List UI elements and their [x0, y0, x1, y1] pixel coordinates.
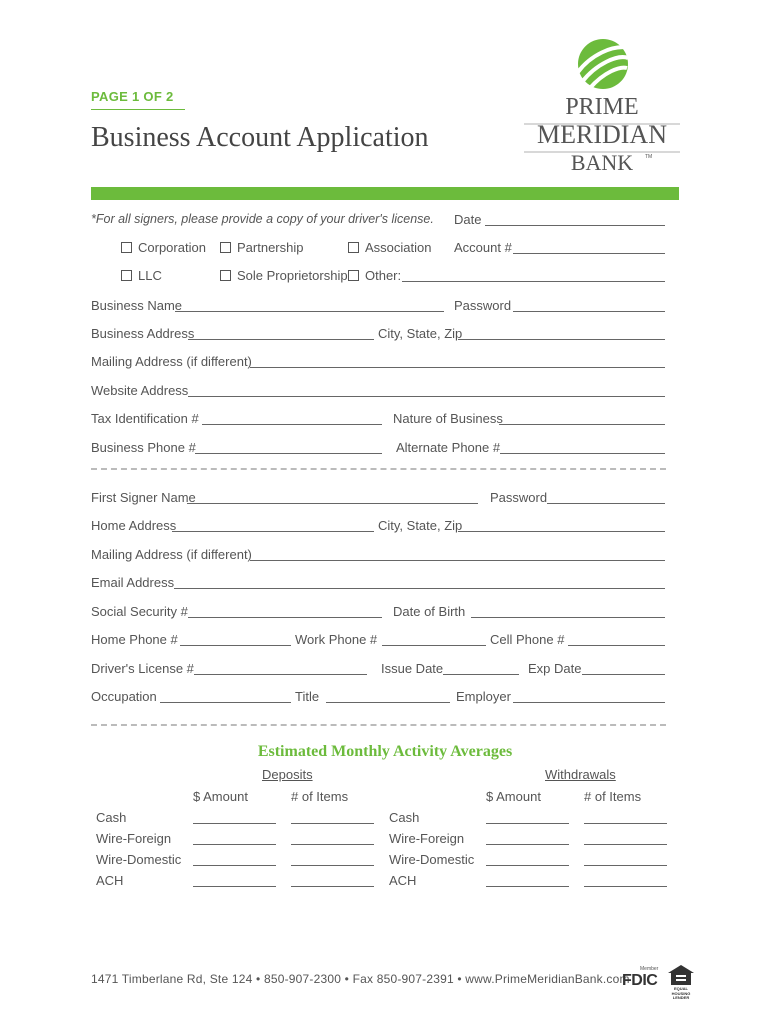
page-label-underline	[91, 109, 185, 110]
svg-text:MERIDIAN: MERIDIAN	[537, 120, 667, 149]
business-phone-label: Business Phone #	[91, 440, 196, 455]
equal-housing-text: EQUAL HOUSING LENDER	[671, 986, 691, 1000]
svg-text:PRIME: PRIME	[565, 94, 639, 120]
page-title: Business Account Application	[91, 122, 429, 153]
sole-proprietorship-checkbox[interactable]	[220, 270, 231, 281]
deposits-heading: Deposits	[262, 767, 313, 782]
website-label: Website Address	[91, 383, 189, 398]
alt-phone-field[interactable]	[500, 453, 665, 454]
nature-label: Nature of Business	[393, 411, 503, 426]
tax-id-label: Tax Identification #	[91, 411, 199, 426]
website-field[interactable]	[188, 396, 665, 397]
bank-logo	[520, 36, 685, 176]
cell-phone-field[interactable]	[568, 645, 665, 646]
deposit-row-label: ACH	[96, 873, 124, 888]
svg-text:TM: TM	[645, 154, 653, 160]
deposit-amount-header: $ Amount	[193, 789, 248, 804]
license-label: Driver's License #	[91, 661, 194, 676]
date-field[interactable]	[485, 225, 665, 226]
other-label: Other:	[365, 268, 402, 283]
page-label: PAGE 1 OF 2	[91, 89, 174, 104]
nature-field[interactable]	[499, 424, 665, 425]
corporation-checkbox[interactable]	[121, 242, 132, 253]
other-checkbox[interactable]	[348, 270, 359, 281]
llc-checkbox[interactable]	[121, 270, 132, 281]
home-phone-label: Home Phone #	[91, 632, 178, 647]
exp-date-field[interactable]	[582, 674, 665, 675]
deposit-row-label: Wire-Domestic	[96, 852, 182, 867]
alt-phone-label: Alternate Phone #	[396, 440, 501, 455]
llc-label: LLC	[138, 268, 162, 283]
fdic-member-text: Member	[640, 966, 659, 972]
signer-mailing-field[interactable]	[250, 560, 665, 561]
business-city-field[interactable]	[458, 339, 665, 340]
tax-id-field[interactable]	[202, 424, 382, 425]
drivers-license-note: *For all signers, please provide a copy of your driver's license.	[91, 212, 434, 226]
business-name-field[interactable]	[175, 311, 444, 312]
partnership-label: Partnership	[237, 240, 304, 255]
dob-field[interactable]	[471, 617, 665, 618]
association-label: Association	[365, 240, 432, 255]
cell-phone-label: Cell Phone #	[490, 632, 565, 647]
section-divider	[91, 468, 666, 470]
business-password-field[interactable]	[513, 311, 665, 312]
fdic-text: FDIC	[622, 972, 658, 989]
business-name-label: Business Name	[91, 298, 183, 313]
signer-city-field[interactable]	[458, 531, 665, 532]
header-divider-bar	[91, 187, 679, 200]
deposit-items-field[interactable]	[291, 865, 374, 866]
business-mailing-label: Mailing Address (if different)	[91, 354, 252, 369]
withdrawal-items-field[interactable]	[584, 865, 667, 866]
issue-date-field[interactable]	[443, 674, 519, 675]
withdrawal-amount-field[interactable]	[486, 886, 569, 887]
date-label: Date	[454, 212, 482, 227]
business-city-label: City, State, Zip	[378, 326, 463, 341]
ssn-label: Social Security #	[91, 604, 188, 619]
title-label: Title	[295, 689, 320, 704]
withdrawal-items-field[interactable]	[584, 823, 667, 824]
withdrawal-amount-field[interactable]	[486, 865, 569, 866]
withdrawal-items-header: # of Items	[584, 789, 642, 804]
deposit-amount-field[interactable]	[193, 865, 276, 866]
withdrawal-row-label: Wire-Foreign	[389, 831, 465, 846]
deposit-amount-field[interactable]	[193, 844, 276, 845]
business-address-field[interactable]	[188, 339, 374, 340]
deposit-amount-field[interactable]	[193, 823, 276, 824]
withdrawal-amount-field[interactable]	[486, 844, 569, 845]
leaf-icon	[520, 36, 685, 176]
employer-label: Employer	[456, 689, 511, 704]
association-checkbox[interactable]	[348, 242, 359, 253]
occupation-label: Occupation	[91, 689, 157, 704]
deposit-items-header: # of Items	[291, 789, 349, 804]
partnership-checkbox[interactable]	[220, 242, 231, 253]
withdrawal-items-field[interactable]	[584, 886, 667, 887]
license-field[interactable]	[194, 674, 367, 675]
footer-contact: 1471 Timberlane Rd, Ste 124 • 850-907-2300 • Fax 850-907-2391 • www.PrimeMeridianBank.com	[91, 972, 630, 986]
signer-city-label: City, State, Zip	[378, 518, 463, 533]
signer-mailing-label: Mailing Address (if different)	[91, 547, 252, 562]
business-password-label: Password	[454, 298, 512, 313]
withdrawal-amount-field[interactable]	[486, 823, 569, 824]
account-number-field[interactable]	[513, 253, 665, 254]
deposit-items-field[interactable]	[291, 844, 374, 845]
deposit-amount-field[interactable]	[193, 886, 276, 887]
activity-title: Estimated Monthly Activity Averages	[257, 743, 513, 760]
withdrawal-items-field[interactable]	[584, 844, 667, 845]
withdrawal-row-label: Wire-Domestic	[389, 852, 475, 867]
work-phone-label: Work Phone #	[295, 632, 378, 647]
ssn-field[interactable]	[188, 617, 382, 618]
deposit-items-field[interactable]	[291, 886, 374, 887]
withdrawals-heading: Withdrawals	[545, 767, 616, 782]
work-phone-field[interactable]	[382, 645, 486, 646]
business-address-label: Business Address	[91, 326, 195, 341]
business-phone-field[interactable]	[195, 453, 382, 454]
signer-password-label: Password	[490, 490, 548, 505]
email-label: Email Address	[91, 575, 175, 590]
employer-field[interactable]	[513, 702, 665, 703]
occupation-field[interactable]	[160, 702, 291, 703]
deposit-row-label: Cash	[96, 810, 127, 825]
home-phone-field[interactable]	[180, 645, 291, 646]
svg-text:BANK: BANK	[570, 150, 634, 175]
home-address-label: Home Address	[91, 518, 177, 533]
equal-housing-logo	[666, 964, 696, 998]
deposit-items-field[interactable]	[291, 823, 374, 824]
issue-date-label: Issue Date	[381, 661, 444, 676]
title-field[interactable]	[326, 702, 450, 703]
email-field[interactable]	[174, 588, 665, 589]
home-address-field[interactable]	[172, 531, 374, 532]
account-number-label: Account #	[454, 240, 512, 255]
other-field[interactable]	[402, 281, 665, 282]
corporation-label: Corporation	[138, 240, 206, 255]
section-divider	[91, 724, 666, 726]
withdrawal-row-label: ACH	[389, 873, 417, 888]
business-mailing-field[interactable]	[250, 367, 665, 368]
signer-name-field[interactable]	[187, 503, 478, 504]
dob-label: Date of Birth	[393, 604, 466, 619]
withdrawal-row-label: Cash	[389, 810, 420, 825]
withdrawal-amount-header: $ Amount	[486, 789, 541, 804]
deposit-row-label: Wire-Foreign	[96, 831, 172, 846]
fdic-logo	[622, 966, 662, 996]
house-icon	[666, 964, 696, 986]
sole-proprietorship-label: Sole Proprietorship	[237, 268, 348, 283]
signer-password-field[interactable]	[547, 503, 665, 504]
signer-name-label: First Signer Name	[91, 490, 196, 505]
exp-date-label: Exp Date	[528, 661, 582, 676]
